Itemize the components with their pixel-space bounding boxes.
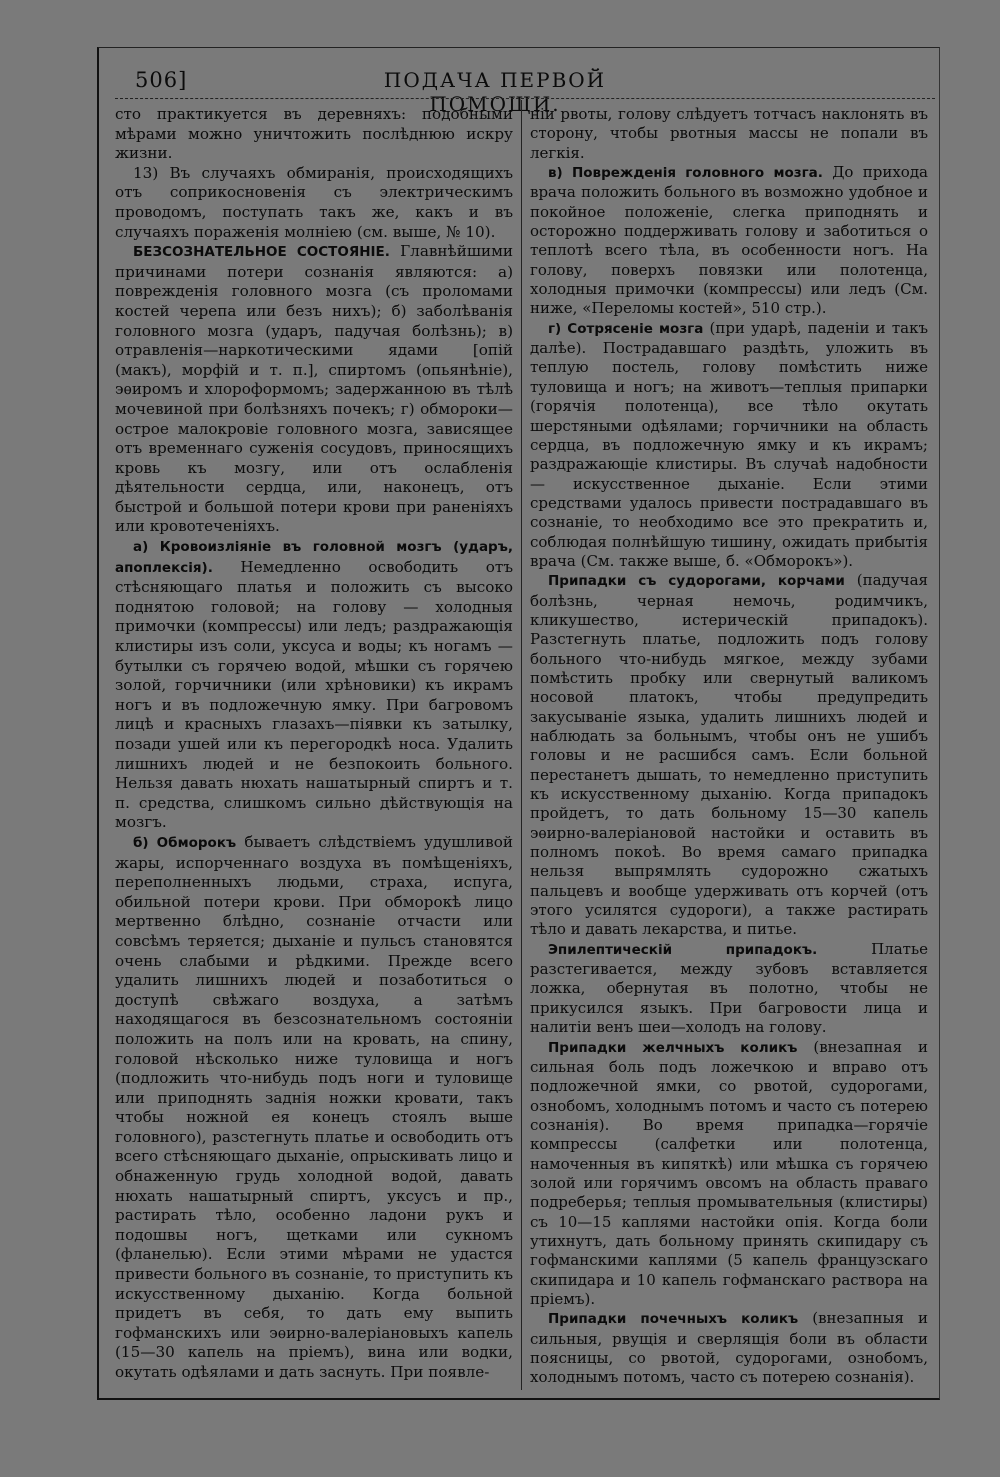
- section-heading: г) Сотрясеніе мозга: [548, 320, 704, 337]
- paragraph-text: бываетъ слѣдствіемъ удушливой жары, испорченнаго воздуха въ помѣщеніяхъ, переполненныхъ людьми, страха, испуга, обильной потери крови. При обморокѣ лицо мертвенно блѣдно, сознаніе отчасти или совсѣмъ теряется; дыханіе и пульсъ становятся очень слабыми и рѣдкими. Прежде всего удалить лишнихъ людей и позаботиться о доступѣ свѣжаго воздуха, а затѣмъ находящагося въ безсознательномъ состояніи положить на полъ или на кровать, на спину, головой нѣсколько ниже туловища и ногъ (подложить что-нибудь подъ ноги и туловище или приподнять заднія ножки кровати, такъ чтобы ножной ея конецъ стоялъ выше головного), разстегнуть платье и освободить отъ всего стѣсняющаго дыханіе, опрыскивать лицо и обнаженную грудь холодной водой, давать нюхать нашатырный спиртъ, уксусъ и пр., растирать тѣло, особенно ладони рукъ и подошвы ногъ, щетками или сукномъ (фланелью). Если этими мѣрами не удастся привести больного въ сознаніе, то приступить къ искусственному дыханію. Когда больной придетъ въ себя, то дать ему выпить гофманскихъ или эѳирно-валеріановыхъ капель (15—30 капель на пріемъ), вина или водки, окутать одѣялами и дать заснуть. При появле-: [115, 832, 513, 1381]
- paragraph: [530, 163, 928, 319]
- paragraph: [530, 1038, 928, 1310]
- paragraph: [115, 242, 513, 537]
- paragraph: [530, 940, 928, 1038]
- paragraph: [530, 319, 928, 571]
- paragraph-text: ніи рвоты, голову слѣдуетъ тотчасъ наклонять въ сторону, чтобы рвотныя массы не попали въ легкія.: [530, 105, 928, 162]
- paragraph-text: (внезапная и сильная боль подъ ложечкою и вправо отъ подложечной ямки, со рвотой, судорогами, ознобомъ, холоднымъ потомъ и часто съ потерею сознанія). Во время припадка—горячіе компрессы (салфетки или полотенца, намоченныя въ кипяткѣ) или мѣшка съ горячею золой или горячимъ овсомъ на область праваго подреберья; теплыя промывательныя (клистиры) съ 10—15 каплями настойки опія. Когда боли утихнутъ, дать больному принять скипидару съ гофманскими каплями (5 капель французскаго скипидара и 10 капель гофманскаго раствора на пріемъ).: [530, 1037, 928, 1308]
- paragraph-text: (при ударѣ, паденіи и такъ далѣе). Пострадавшаго раздѣть, уложить въ теплую постель, голову помѣстить ниже туловища и ногъ; на животъ—теплыя припарки (горячія полотенца), все тѣло окутать шерстяными одѣялами; горчичники на область сердца, въ подложечную ямку и къ икрамъ; раздражающіе клистиры. Въ случаѣ надобности — искусственное дыханіе. Если этими средствами удалось привести пострадавшаго въ сознаніе, то необходимо все это прекратить и, соблюдая полнѣйшую тишину, ожидать прибытія врача (См. также выше, б. «Обморокъ»).: [530, 318, 928, 570]
- header-rule: [115, 98, 935, 99]
- paragraph-text: До прихода врача положить больного въ возможно удобное и покойное положеніе, слегка приподнять и осторожно поддерживать голову и заботиться о теплотѣ всего тѣла, въ особенности ногъ. На голову, поверхъ повязки или полотенца, холодныя примочки (компрессы) или ледъ (См. ниже, «Переломы костей», 510 стр.).: [530, 163, 928, 318]
- paragraph: [115, 833, 513, 1383]
- paragraph-text: (падучая болѣзнь, черная немочь, родимчикъ, кликушество, истерическій припадокъ). Разстегнуть платье, подложить подъ голову больного что-нибудь мягкое, между зубами помѣстить пробку или свернутый валикомъ носовой платокъ, чтобы предупредить закусываніе языка, удалить лишнихъ людей и наблюдать за больнымъ, чтобы онъ не ушибъ головы и не расшибся самъ. Если больной перестанетъ дышать, то немедленно приступить къ искусственному дыханію. Когда припадокъ пройдетъ, то дать больному 15—30 капель эѳирно-валеріановой настойки и оставить въ полномъ покоѣ. Во время самаго припадка нельзя выпрямлять судорожно сжатыхъ пальцевъ и вообще удерживать отъ корчей (отъ этого усилятся судороги), а также растирать тѣло и давать лекарства, и питье.: [530, 571, 928, 939]
- column-divider: [521, 100, 522, 1390]
- paragraph-text: Главнѣйшими причинами потери сознанія являются: а) поврежденія головного мозга (съ проломами костей черепа или безъ нихъ); б) заболѣванія головного мозга (ударъ, падучая болѣзнь); в) отравленія—наркотическими ядами [опій (макъ), морфій и т. п.], спиртомъ (опьянѣніе), эѳиромъ и хлороформомъ; задержанною въ тѣлѣ мочевиной при болѣзняхъ почекъ; г) обмороки—острое малокровіе головного мозга, зависящее отъ временнаго суженія сосудовъ, приносящихъ кровь къ мозгу, или отъ ослабленія дѣятельности сердца, или, наконецъ, отъ быстрой и большой потери крови при раненіяхъ или кровотеченіяхъ.: [115, 242, 513, 536]
- paragraph-text: (внезапныя и сильныя, рвущія и сверлящія боли въ области поясницы, со рвотой, судорогами, ознобомъ, холоднымъ потомъ, часто съ потерею сознанія).: [530, 1309, 928, 1387]
- section-heading: Эпилептическій припадокъ.: [548, 941, 818, 958]
- section-heading: Припадки почечныхъ коликъ: [548, 1311, 799, 1328]
- paragraph-text: Немедленно освободить отъ стѣсняющаго платья и положить съ высоко поднятою головой; на голову — холодныя примочки (компрессы) или ледъ; раздражающія клистиры изъ соли, уксуса и воды; къ ногамъ — бутылки съ горячею водой, мѣшки съ горячею золой, горчичники (или хрѣновики) къ икрамъ ногъ и въ подложечную ямку. При багровомъ лицѣ и красныхъ глазахъ—піявки къ затылку, позади ушей или къ перегородкѣ носа. Удалить лишнихъ людей и не безпокоить больного. Нельзя давать нюхать нашатырный спиртъ и т. п. средства, слишкомъ сильно дѣйствующія на мозгъ.: [115, 557, 513, 832]
- section-heading: БЕЗСОЗНАТЕЛЬНОЕ СОСТОЯНІЕ.: [133, 244, 390, 261]
- section-heading: Припадки желчныхъ коликъ: [548, 1039, 798, 1056]
- section-heading: в) Поврежденія головного мозга.: [548, 165, 823, 182]
- section-heading: Припадки съ судорогами, корчами: [548, 573, 845, 590]
- page-number: 506]: [135, 68, 188, 92]
- paragraph: [115, 164, 513, 242]
- page-header: [135, 68, 925, 116]
- paragraph-text: Платье разстегивается, между зубовъ вставляется ложка, обернутая въ полотно, чтобы не прикусился языкъ. При багровости лица и налитіи венъ шеи—холодъ на голову.: [530, 939, 928, 1037]
- left-column: [115, 105, 513, 1383]
- section-heading: а) Кровоизліяніе въ головной мозгъ (ударъ, апоплексія).: [115, 539, 513, 576]
- paragraph: [115, 105, 513, 164]
- paragraph: [530, 105, 928, 163]
- paragraph: [530, 1309, 928, 1387]
- right-column: [530, 105, 928, 1388]
- paragraph: [115, 537, 513, 833]
- section-heading: б) Обморокъ: [133, 834, 237, 851]
- paragraph: [530, 571, 928, 940]
- paragraph-text: 13) Въ случаяхъ обмиранія, происходящихъ отъ соприкосновенія съ электрическимъ проводомъ, поступать такъ же, какъ и въ случаяхъ пораженія молніею (см. выше, № 10).: [115, 163, 513, 241]
- paragraph-text: сто практикуется въ деревняхъ: подобными мѣрами можно уничтожить послѣднюю искру жизни.: [115, 105, 513, 163]
- running-title: ПОДАЧА ПЕРВОЙ ПОМОЩИ.: [383, 68, 607, 116]
